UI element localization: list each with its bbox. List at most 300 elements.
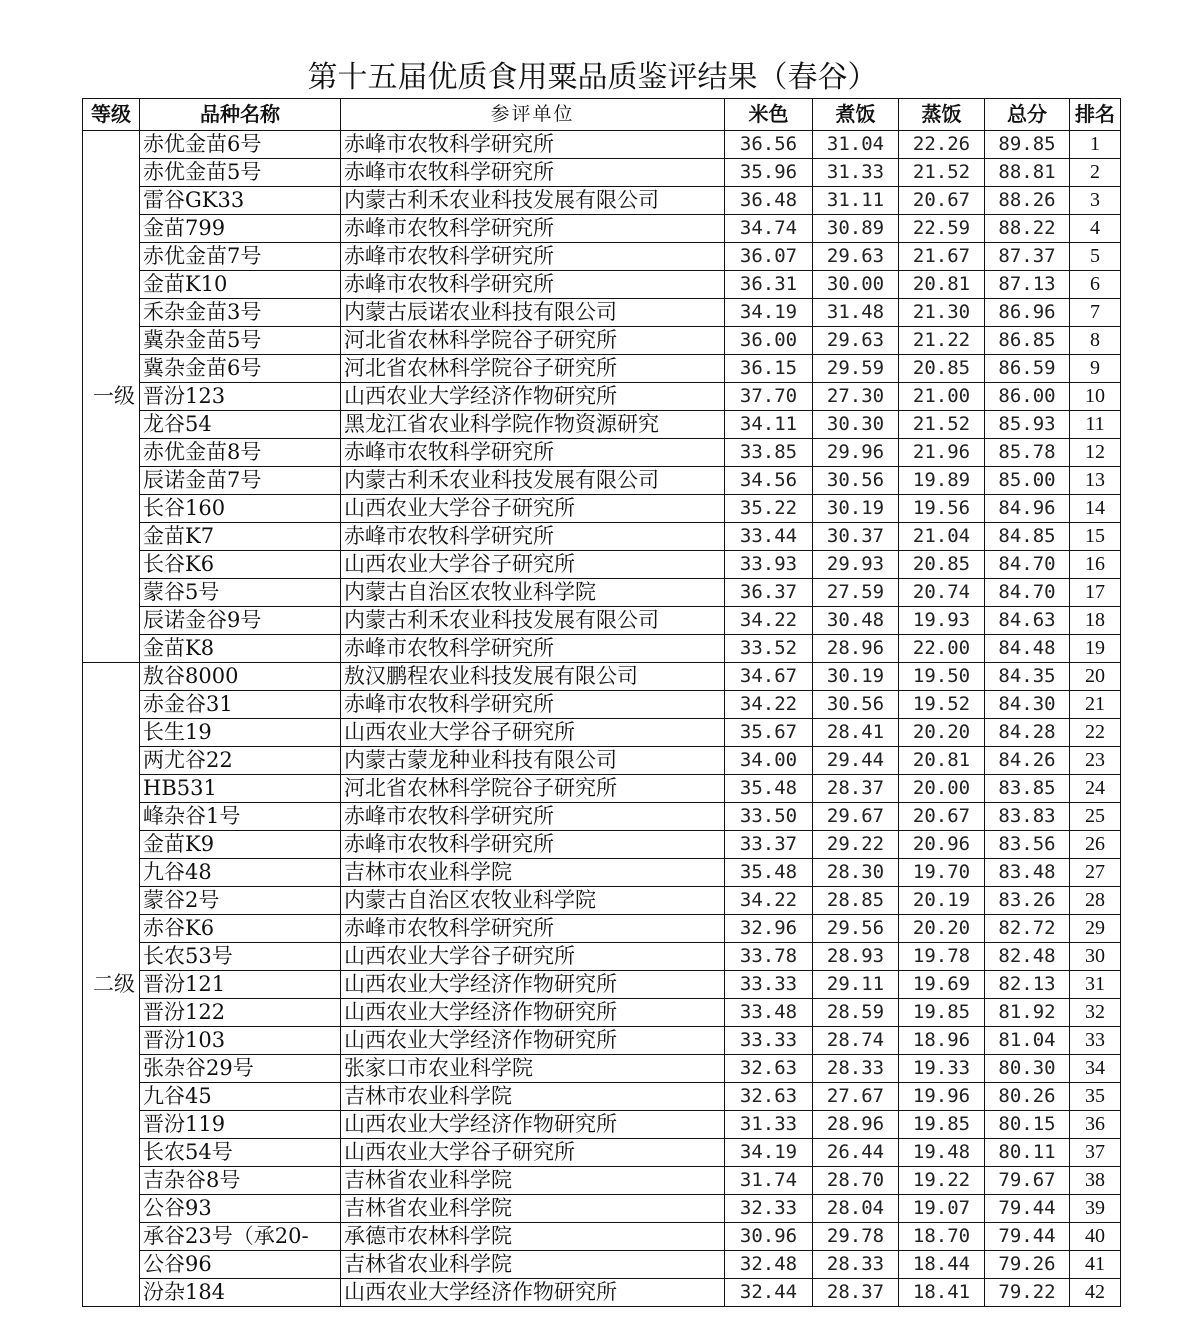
rank-cell: 25 xyxy=(1070,803,1121,831)
table-row xyxy=(83,215,1121,243)
boiled-cell: 28.04 xyxy=(813,1195,899,1223)
boiled-cell: 28.41 xyxy=(813,719,899,747)
steamed-cell: 19.96 xyxy=(899,1083,985,1111)
rank-cell: 26 xyxy=(1070,831,1121,859)
total-cell: 83.26 xyxy=(985,887,1070,915)
total-cell: 85.93 xyxy=(985,411,1070,439)
steamed-cell: 19.22 xyxy=(899,1167,985,1195)
variety-cell: 冀杂金苗5号 xyxy=(140,327,341,355)
rice-color-cell: 33.48 xyxy=(725,999,813,1027)
total-cell: 79.44 xyxy=(985,1223,1070,1251)
header-unit: 参评单位 xyxy=(341,99,725,131)
boiled-cell: 28.33 xyxy=(813,1251,899,1279)
variety-cell: 晋汾122 xyxy=(140,999,341,1027)
rice-color-cell: 32.63 xyxy=(725,1083,813,1111)
steamed-cell: 20.19 xyxy=(899,887,985,915)
rank-cell: 20 xyxy=(1070,663,1121,691)
rice-color-cell: 34.56 xyxy=(725,467,813,495)
total-cell: 87.13 xyxy=(985,271,1070,299)
total-cell: 85.78 xyxy=(985,439,1070,467)
variety-cell: 赤优金苗7号 xyxy=(140,243,341,271)
boiled-cell: 30.30 xyxy=(813,411,899,439)
unit-cell: 赤峰市农牧科学研究所 xyxy=(341,215,725,243)
total-cell: 85.00 xyxy=(985,467,1070,495)
rice-color-cell: 36.00 xyxy=(725,327,813,355)
total-cell: 79.44 xyxy=(985,1195,1070,1223)
boiled-cell: 27.67 xyxy=(813,1083,899,1111)
boiled-cell: 28.96 xyxy=(813,1111,899,1139)
unit-cell: 山西农业大学经济作物研究所 xyxy=(341,971,725,999)
boiled-cell: 28.37 xyxy=(813,775,899,803)
unit-cell: 赤峰市农牧科学研究所 xyxy=(341,691,725,719)
variety-cell: 晋汾103 xyxy=(140,1027,341,1055)
steamed-cell: 22.26 xyxy=(899,131,985,159)
rice-color-cell: 36.48 xyxy=(725,187,813,215)
boiled-cell: 30.37 xyxy=(813,523,899,551)
table-row xyxy=(83,1251,1121,1279)
unit-cell: 赤峰市农牧科学研究所 xyxy=(341,439,725,467)
rank-cell: 8 xyxy=(1070,327,1121,355)
total-cell: 82.48 xyxy=(985,943,1070,971)
rank-cell: 22 xyxy=(1070,719,1121,747)
table-row xyxy=(83,719,1121,747)
total-cell: 83.56 xyxy=(985,831,1070,859)
total-cell: 79.67 xyxy=(985,1167,1070,1195)
rank-cell: 17 xyxy=(1070,579,1121,607)
boiled-cell: 28.93 xyxy=(813,943,899,971)
steamed-cell: 21.30 xyxy=(899,299,985,327)
boiled-cell: 29.63 xyxy=(813,327,899,355)
rice-color-cell: 34.22 xyxy=(725,887,813,915)
unit-cell: 赤峰市农牧科学研究所 xyxy=(341,243,725,271)
rank-cell: 36 xyxy=(1070,1111,1121,1139)
rice-color-cell: 36.37 xyxy=(725,579,813,607)
rice-color-cell: 35.48 xyxy=(725,859,813,887)
table-row xyxy=(83,915,1121,943)
steamed-cell: 21.22 xyxy=(899,327,985,355)
unit-cell: 吉林省农业科学院 xyxy=(341,1251,725,1279)
unit-cell: 山西农业大学经济作物研究所 xyxy=(341,1111,725,1139)
boiled-cell: 30.89 xyxy=(813,215,899,243)
variety-cell: 赤优金苗6号 xyxy=(140,131,341,159)
boiled-cell: 30.56 xyxy=(813,691,899,719)
steamed-cell: 19.52 xyxy=(899,691,985,719)
variety-cell: 晋汾119 xyxy=(140,1111,341,1139)
header-grade: 等级 xyxy=(83,99,140,131)
unit-cell: 内蒙古利禾农业科技发展有限公司 xyxy=(341,467,725,495)
boiled-cell: 30.19 xyxy=(813,495,899,523)
boiled-cell: 29.59 xyxy=(813,355,899,383)
boiled-cell: 29.96 xyxy=(813,439,899,467)
variety-cell: 赤谷K6 xyxy=(140,915,341,943)
total-cell: 80.30 xyxy=(985,1055,1070,1083)
rank-cell: 40 xyxy=(1070,1223,1121,1251)
total-cell: 83.48 xyxy=(985,859,1070,887)
steamed-cell: 18.44 xyxy=(899,1251,985,1279)
variety-cell: 长农53号 xyxy=(140,943,341,971)
boiled-cell: 29.22 xyxy=(813,831,899,859)
table-row xyxy=(83,999,1121,1027)
rank-cell: 33 xyxy=(1070,1027,1121,1055)
variety-cell: 敖谷8000 xyxy=(140,663,341,691)
unit-cell: 内蒙古自治区农牧业科学院 xyxy=(341,887,725,915)
table-row xyxy=(83,299,1121,327)
table-row xyxy=(83,411,1121,439)
boiled-cell: 28.70 xyxy=(813,1167,899,1195)
total-cell: 83.85 xyxy=(985,775,1070,803)
variety-cell: 峰杂谷1号 xyxy=(140,803,341,831)
steamed-cell: 21.52 xyxy=(899,159,985,187)
total-cell: 84.30 xyxy=(985,691,1070,719)
table-row xyxy=(83,467,1121,495)
boiled-cell: 27.30 xyxy=(813,383,899,411)
table-row xyxy=(83,775,1121,803)
total-cell: 83.83 xyxy=(985,803,1070,831)
unit-cell: 吉林省农业科学院 xyxy=(341,1195,725,1223)
variety-cell: 金苗799 xyxy=(140,215,341,243)
total-cell: 86.85 xyxy=(985,327,1070,355)
rank-cell: 18 xyxy=(1070,607,1121,635)
total-cell: 81.92 xyxy=(985,999,1070,1027)
rice-color-cell: 33.33 xyxy=(725,971,813,999)
table-row xyxy=(83,187,1121,215)
steamed-cell: 19.78 xyxy=(899,943,985,971)
steamed-cell: 19.56 xyxy=(899,495,985,523)
variety-cell: 九谷48 xyxy=(140,859,341,887)
variety-cell: 龙谷54 xyxy=(140,411,341,439)
table-row xyxy=(83,131,1121,159)
rank-cell: 32 xyxy=(1070,999,1121,1027)
variety-cell: 赤优金苗8号 xyxy=(140,439,341,467)
unit-cell: 山西农业大学经济作物研究所 xyxy=(341,383,725,411)
boiled-cell: 29.78 xyxy=(813,1223,899,1251)
rice-color-cell: 33.44 xyxy=(725,523,813,551)
rice-color-cell: 31.74 xyxy=(725,1167,813,1195)
steamed-cell: 20.81 xyxy=(899,747,985,775)
rank-cell: 41 xyxy=(1070,1251,1121,1279)
variety-cell: 汾杂184 xyxy=(140,1279,341,1307)
rice-color-cell: 36.56 xyxy=(725,131,813,159)
unit-cell: 赤峰市农牧科学研究所 xyxy=(341,831,725,859)
rank-cell: 31 xyxy=(1070,971,1121,999)
unit-cell: 内蒙古利禾农业科技发展有限公司 xyxy=(341,607,725,635)
steamed-cell: 20.85 xyxy=(899,551,985,579)
steamed-cell: 20.74 xyxy=(899,579,985,607)
boiled-cell: 31.04 xyxy=(813,131,899,159)
variety-cell: HB531 xyxy=(140,775,341,803)
variety-cell: 九谷45 xyxy=(140,1083,341,1111)
rice-color-cell: 33.37 xyxy=(725,831,813,859)
total-cell: 79.26 xyxy=(985,1251,1070,1279)
boiled-cell: 29.93 xyxy=(813,551,899,579)
steamed-cell: 20.81 xyxy=(899,271,985,299)
rice-color-cell: 36.15 xyxy=(725,355,813,383)
header-boiled: 煮饭 xyxy=(813,99,899,131)
rank-cell: 3 xyxy=(1070,187,1121,215)
table-row xyxy=(83,551,1121,579)
rice-color-cell: 37.70 xyxy=(725,383,813,411)
rank-cell: 13 xyxy=(1070,467,1121,495)
total-cell: 87.37 xyxy=(985,243,1070,271)
steamed-cell: 19.48 xyxy=(899,1139,985,1167)
rice-color-cell: 33.93 xyxy=(725,551,813,579)
steamed-cell: 18.96 xyxy=(899,1027,985,1055)
unit-cell: 赤峰市农牧科学研究所 xyxy=(341,159,725,187)
unit-cell: 赤峰市农牧科学研究所 xyxy=(341,635,725,663)
table-row xyxy=(83,1139,1121,1167)
unit-cell: 山西农业大学谷子研究所 xyxy=(341,1139,725,1167)
steamed-cell: 21.52 xyxy=(899,411,985,439)
unit-cell: 吉林市农业科学院 xyxy=(341,859,725,887)
unit-cell: 河北省农林科学院谷子研究所 xyxy=(341,327,725,355)
rank-cell: 37 xyxy=(1070,1139,1121,1167)
boiled-cell: 30.19 xyxy=(813,663,899,691)
table-row xyxy=(83,439,1121,467)
steamed-cell: 19.69 xyxy=(899,971,985,999)
rice-color-cell: 34.11 xyxy=(725,411,813,439)
steamed-cell: 18.70 xyxy=(899,1223,985,1251)
boiled-cell: 29.67 xyxy=(813,803,899,831)
variety-cell: 金苗K10 xyxy=(140,271,341,299)
table-row xyxy=(83,691,1121,719)
table-row xyxy=(83,859,1121,887)
variety-cell: 吉杂谷8号 xyxy=(140,1167,341,1195)
steamed-cell: 19.85 xyxy=(899,1111,985,1139)
steamed-cell: 19.89 xyxy=(899,467,985,495)
steamed-cell: 19.70 xyxy=(899,859,985,887)
unit-cell: 河北省农林科学院谷子研究所 xyxy=(341,355,725,383)
table-body xyxy=(83,131,1121,1307)
unit-cell: 赤峰市农牧科学研究所 xyxy=(341,131,725,159)
rank-cell: 11 xyxy=(1070,411,1121,439)
unit-cell: 承德市农林科学院 xyxy=(341,1223,725,1251)
boiled-cell: 26.44 xyxy=(813,1139,899,1167)
rank-cell: 42 xyxy=(1070,1279,1121,1307)
rice-color-cell: 30.96 xyxy=(725,1223,813,1251)
boiled-cell: 28.59 xyxy=(813,999,899,1027)
total-cell: 89.85 xyxy=(985,131,1070,159)
rice-color-cell: 35.22 xyxy=(725,495,813,523)
variety-cell: 长谷160 xyxy=(140,495,341,523)
variety-cell: 赤金谷31 xyxy=(140,691,341,719)
rank-cell: 35 xyxy=(1070,1083,1121,1111)
total-cell: 82.72 xyxy=(985,915,1070,943)
rank-cell: 34 xyxy=(1070,1055,1121,1083)
total-cell: 86.59 xyxy=(985,355,1070,383)
total-cell: 84.70 xyxy=(985,579,1070,607)
table-row xyxy=(83,747,1121,775)
steamed-cell: 20.00 xyxy=(899,775,985,803)
rank-cell: 27 xyxy=(1070,859,1121,887)
unit-cell: 河北省农林科学院谷子研究所 xyxy=(341,775,725,803)
unit-cell: 山西农业大学谷子研究所 xyxy=(341,943,725,971)
rice-color-cell: 32.63 xyxy=(725,1055,813,1083)
variety-cell: 长谷K6 xyxy=(140,551,341,579)
boiled-cell: 30.00 xyxy=(813,271,899,299)
rice-color-cell: 35.48 xyxy=(725,775,813,803)
table-row xyxy=(83,1223,1121,1251)
variety-cell: 禾杂金苗3号 xyxy=(140,299,341,327)
variety-cell: 晋汾123 xyxy=(140,383,341,411)
grade-cell: 一级 xyxy=(83,131,140,663)
total-cell: 86.96 xyxy=(985,299,1070,327)
rank-cell: 9 xyxy=(1070,355,1121,383)
boiled-cell: 31.11 xyxy=(813,187,899,215)
boiled-cell: 28.30 xyxy=(813,859,899,887)
boiled-cell: 27.59 xyxy=(813,579,899,607)
rank-cell: 6 xyxy=(1070,271,1121,299)
table-row xyxy=(83,1195,1121,1223)
boiled-cell: 29.44 xyxy=(813,747,899,775)
table-row xyxy=(83,887,1121,915)
table-row xyxy=(83,355,1121,383)
steamed-cell: 21.67 xyxy=(899,243,985,271)
unit-cell: 内蒙古利禾农业科技发展有限公司 xyxy=(341,187,725,215)
table-row xyxy=(83,383,1121,411)
total-cell: 80.26 xyxy=(985,1083,1070,1111)
total-cell: 88.26 xyxy=(985,187,1070,215)
steamed-cell: 20.96 xyxy=(899,831,985,859)
rice-color-cell: 34.74 xyxy=(725,215,813,243)
rank-cell: 2 xyxy=(1070,159,1121,187)
variety-cell: 辰诺金谷9号 xyxy=(140,607,341,635)
table-row xyxy=(83,579,1121,607)
rank-cell: 19 xyxy=(1070,635,1121,663)
boiled-cell: 30.56 xyxy=(813,467,899,495)
total-cell: 88.81 xyxy=(985,159,1070,187)
rice-color-cell: 34.19 xyxy=(725,299,813,327)
unit-cell: 山西农业大学谷子研究所 xyxy=(341,551,725,579)
steamed-cell: 20.85 xyxy=(899,355,985,383)
table-row xyxy=(83,803,1121,831)
steamed-cell: 19.33 xyxy=(899,1055,985,1083)
table-row xyxy=(83,943,1121,971)
variety-cell: 辰诺金苗7号 xyxy=(140,467,341,495)
boiled-cell: 28.74 xyxy=(813,1027,899,1055)
grade-cell: 二级 xyxy=(83,663,140,1307)
rice-color-cell: 34.19 xyxy=(725,1139,813,1167)
steamed-cell: 20.20 xyxy=(899,719,985,747)
unit-cell: 内蒙古自治区农牧业科学院 xyxy=(341,579,725,607)
unit-cell: 山西农业大学谷子研究所 xyxy=(341,495,725,523)
rank-cell: 38 xyxy=(1070,1167,1121,1195)
table-row xyxy=(83,1279,1121,1307)
steamed-cell: 21.00 xyxy=(899,383,985,411)
table-row xyxy=(83,495,1121,523)
rice-color-cell: 35.67 xyxy=(725,719,813,747)
boiled-cell: 29.56 xyxy=(813,915,899,943)
variety-cell: 雷谷GK33 xyxy=(140,187,341,215)
header-steamed: 蒸饭 xyxy=(899,99,985,131)
unit-cell: 赤峰市农牧科学研究所 xyxy=(341,803,725,831)
rank-cell: 16 xyxy=(1070,551,1121,579)
table-row xyxy=(83,327,1121,355)
table-row xyxy=(83,159,1121,187)
steamed-cell: 18.41 xyxy=(899,1279,985,1307)
total-cell: 86.00 xyxy=(985,383,1070,411)
rank-cell: 7 xyxy=(1070,299,1121,327)
rank-cell: 15 xyxy=(1070,523,1121,551)
rank-cell: 4 xyxy=(1070,215,1121,243)
variety-cell: 金苗K9 xyxy=(140,831,341,859)
rank-cell: 23 xyxy=(1070,747,1121,775)
variety-cell: 张杂谷29号 xyxy=(140,1055,341,1083)
boiled-cell: 31.48 xyxy=(813,299,899,327)
unit-cell: 山西农业大学经济作物研究所 xyxy=(341,999,725,1027)
variety-cell: 晋汾121 xyxy=(140,971,341,999)
unit-cell: 内蒙古蒙龙种业科技有限公司 xyxy=(341,747,725,775)
unit-cell: 山西农业大学谷子研究所 xyxy=(341,719,725,747)
unit-cell: 赤峰市农牧科学研究所 xyxy=(341,271,725,299)
boiled-cell: 30.48 xyxy=(813,607,899,635)
total-cell: 84.35 xyxy=(985,663,1070,691)
rice-color-cell: 34.67 xyxy=(725,663,813,691)
variety-cell: 长生19 xyxy=(140,719,341,747)
unit-cell: 山西农业大学经济作物研究所 xyxy=(341,1279,725,1307)
total-cell: 81.04 xyxy=(985,1027,1070,1055)
rank-cell: 12 xyxy=(1070,439,1121,467)
variety-cell: 公谷96 xyxy=(140,1251,341,1279)
boiled-cell: 29.11 xyxy=(813,971,899,999)
variety-cell: 金苗K7 xyxy=(140,523,341,551)
rice-color-cell: 34.22 xyxy=(725,691,813,719)
rice-color-cell: 34.22 xyxy=(725,607,813,635)
table-row xyxy=(83,1111,1121,1139)
variety-cell: 两尤谷22 xyxy=(140,747,341,775)
rice-color-cell: 33.85 xyxy=(725,439,813,467)
rank-cell: 28 xyxy=(1070,887,1121,915)
variety-cell: 赤优金苗5号 xyxy=(140,159,341,187)
steamed-cell: 21.96 xyxy=(899,439,985,467)
rice-color-cell: 31.33 xyxy=(725,1111,813,1139)
unit-cell: 吉林省农业科学院 xyxy=(341,1167,725,1195)
steamed-cell: 20.67 xyxy=(899,803,985,831)
unit-cell: 吉林市农业科学院 xyxy=(341,1083,725,1111)
steamed-cell: 19.07 xyxy=(899,1195,985,1223)
variety-cell: 承谷23号（承20- xyxy=(140,1223,341,1251)
header-rice-color: 米色 xyxy=(725,99,813,131)
header-rank: 排名 xyxy=(1070,99,1121,131)
total-cell: 84.70 xyxy=(985,551,1070,579)
boiled-cell: 28.96 xyxy=(813,635,899,663)
total-cell: 84.48 xyxy=(985,635,1070,663)
rank-cell: 1 xyxy=(1070,131,1121,159)
unit-cell: 张家口市农业科学院 xyxy=(341,1055,725,1083)
rank-cell: 39 xyxy=(1070,1195,1121,1223)
variety-cell: 长农54号 xyxy=(140,1139,341,1167)
variety-cell: 蒙谷5号 xyxy=(140,579,341,607)
steamed-cell: 22.59 xyxy=(899,215,985,243)
page-title: 第十五届优质食用粟品质鉴评结果（春谷） xyxy=(307,60,878,95)
variety-cell: 公谷93 xyxy=(140,1195,341,1223)
steamed-cell: 19.50 xyxy=(899,663,985,691)
rice-color-cell: 36.31 xyxy=(725,271,813,299)
steamed-cell: 19.85 xyxy=(899,999,985,1027)
header-total: 总分 xyxy=(985,99,1070,131)
header-variety: 品种名称 xyxy=(140,99,341,131)
steamed-cell: 22.00 xyxy=(899,635,985,663)
rice-color-cell: 33.78 xyxy=(725,943,813,971)
total-cell: 84.63 xyxy=(985,607,1070,635)
unit-cell: 赤峰市农牧科学研究所 xyxy=(341,915,725,943)
total-cell: 84.85 xyxy=(985,523,1070,551)
rank-cell: 10 xyxy=(1070,383,1121,411)
table-row xyxy=(83,831,1121,859)
total-cell: 82.13 xyxy=(985,971,1070,999)
variety-cell: 金苗K8 xyxy=(140,635,341,663)
total-cell: 84.26 xyxy=(985,747,1070,775)
variety-cell: 蒙谷2号 xyxy=(140,887,341,915)
